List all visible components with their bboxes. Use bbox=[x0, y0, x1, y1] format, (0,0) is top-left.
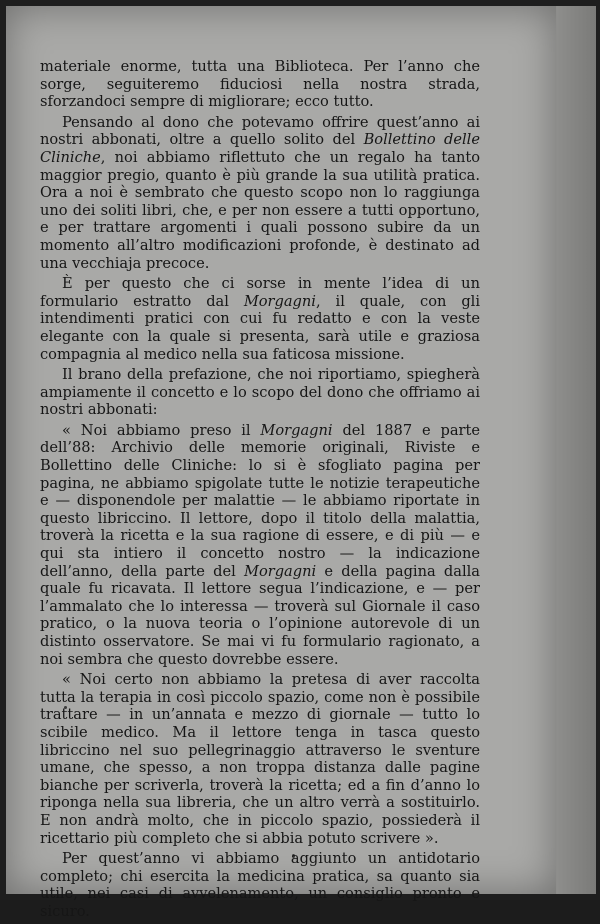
text-run: « Noi abbiamo preso il bbox=[62, 421, 261, 439]
paragraph bbox=[40, 671, 480, 847]
paragraph bbox=[40, 850, 480, 920]
italic-title: Morgagni bbox=[244, 562, 317, 580]
text-run: Il brano della prefazione, che noi riportiamo, spiegherà ampiamente il concetto e lo scopo del dono che offriamo ai nostri abbonati: bbox=[40, 366, 480, 419]
italic-title: Morgagni bbox=[243, 292, 316, 310]
paragraph bbox=[40, 58, 480, 111]
italic-title: Morgagni bbox=[260, 421, 333, 439]
text-run: È per questo che ci sorse in mente l’idea di un formulario estratto dal bbox=[40, 275, 480, 310]
text-run: Per quest’anno vi abbiamo aggiunto un antidotario completo; chi esercita la medicina pratica, sa quanto sia utile, nei casi di avvelenamento, un consiglio pronto e sicuro. bbox=[40, 850, 480, 920]
body-text bbox=[40, 58, 480, 924]
paragraph bbox=[40, 366, 480, 419]
text-run: e della pagina dalla quale fu ricavata. Il lettore segua l’indicazione, e — per l’ammalato che lo interessa — troverà sul Giornale il caso pratico, o la nuova teoria o l’opinione autorevole di un distinto osservatore. Se mai vi fu formulario ragionato, a noi sembra che questo dovrebbe essere. bbox=[40, 562, 480, 668]
text-run: , il quale, con gli intendimenti pratici con cui fu redatto e con la veste elegante con la quale si presenta, sarà utile e graziosa compagnia al medico nella sua faticosa missione. bbox=[40, 292, 480, 363]
text-run: , noi abbiamo riflettuto che un regalo ha tanto maggior pregio, quanto è più grande la sua utilità pratica. Ora a noi è sembrato che questo scopo non lo raggiunga uno dei soliti libri, che, e per non essere a tutti opportuno, e per trattare argomenti i quali possono subire da un momento all’altro modificazioni profonde, è destinato ad una vecchiaja precoce. bbox=[40, 148, 480, 272]
text-run: del 1887 e parte dell’88: Archivio delle memorie originali, Riviste e Bollettino delle Cliniche: lo si è sfogliato pagina per pagina, ne abbiamo spigolate tutte le notizie terapeutiche e — disponendole per malattie — le abbiamo riportate in questo libriccino. Il lettore, dopo il titolo della malattia, troverà la ricetta e la sua ragione di essere, e di più — e qui sta intiero il concetto nostro — la indicazione dell’anno, della parte del bbox=[40, 421, 480, 580]
text-run: materiale enorme, tutta una Biblioteca. Per l’anno che sorge, seguiteremo fiduciosi nella nostra strada, sforzandoci sempre di migliorare; ecco tutto. bbox=[40, 58, 480, 111]
paragraph bbox=[40, 275, 480, 363]
text-run: Pensando al dono che potevamo offrire quest’anno ai nostri abbonati, oltre a quello solito del bbox=[40, 113, 480, 149]
text-run: « Noi certo non abbiamo la pretesa di aver raccolta tutta la terapia in così piccolo spazio, come non è possibile trattare — in un’annata e mezzo di giornale — tutto lo scibile medico. Ma il lettore tenga in tasca questo libriccino nel suo pellegrinaggio attraverso le sventure umane, che spesso, a non troppa distanza dalle pagine bianche per scriverla, troverà la ricetta; ed a fin d’anno lo riponga nella sua libreria, che un altro verrà a sostituirlo. E non andrà molto, che in piccolo spazio, possiederà il ricettario più completo che si abbia potuto scrivere ». bbox=[40, 671, 480, 847]
italic-title: Bollettino delle Cliniche bbox=[40, 131, 480, 166]
paragraph bbox=[40, 422, 480, 668]
paragraph bbox=[40, 114, 480, 272]
